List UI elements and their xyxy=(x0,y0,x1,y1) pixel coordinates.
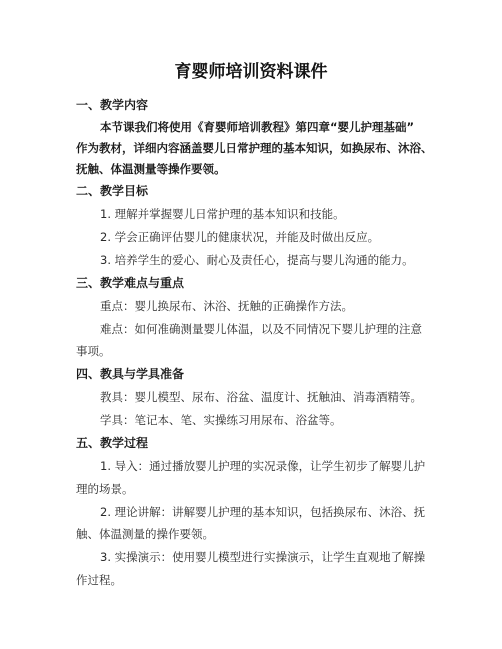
section-heading-key-points: 三、教学难点与重点 xyxy=(76,276,185,290)
paragraph-line: 本节课我们将使用《育婴师培训教程》第四章“婴儿护理基础” xyxy=(100,120,415,134)
section-heading-process: 五、教学过程 xyxy=(76,436,149,450)
paragraph-line: 事项。 xyxy=(76,344,111,358)
document-title: 育婴师培训资料课件 xyxy=(174,62,328,82)
list-item: 2. 理论讲解：讲解婴儿护理的基本知识，包括换尿布、沐浴、抚 xyxy=(100,505,426,519)
paragraph-line: 学具：笔记本、笔、实操练习用尿布、浴盆等。 xyxy=(100,413,342,427)
paragraph-line: 教具：婴儿模型、尿布、浴盆、温度计、抚触油、消毒酒精等。 xyxy=(100,390,422,404)
list-item: 2. 学会正确评估婴儿的健康状况，并能及时做出反应。 xyxy=(100,230,380,244)
paragraph-line: 难点：如何准确测量婴儿体温，以及不同情况下婴儿护理的注意 xyxy=(100,322,422,336)
section-heading-objectives: 二、教学目标 xyxy=(76,184,149,198)
list-item: 3. 培养学生的爱心、耐心及责任心，提高与婴儿沟通的能力。 xyxy=(100,253,414,267)
list-item: 3. 实操演示：使用婴儿模型进行实操演示，让学生直观地了解操 xyxy=(100,550,426,564)
list-item: 1. 理解并掌握婴儿日常护理的基本知识和技能。 xyxy=(100,207,345,221)
paragraph-line: 重点：婴儿换尿布、沐浴、抚触的正确操作方法。 xyxy=(100,299,353,313)
paragraph-line: 作为教材，详细内容涵盖婴儿日常护理的基本知识，如换尿布、沐浴、 xyxy=(76,141,433,155)
section-heading-content: 一、教学内容 xyxy=(76,98,149,112)
list-item-continuation: 作过程。 xyxy=(76,573,122,587)
list-item-continuation: 触、体温测量的操作要领。 xyxy=(76,527,214,541)
list-item: 1. 导入：通过播放婴儿护理的实况录像，让学生初步了解婴儿护 xyxy=(100,459,426,473)
list-item-continuation: 理的场景。 xyxy=(76,482,134,496)
paragraph-line: 抚触、体温测量等操作要领。 xyxy=(76,162,226,176)
section-heading-materials: 四、教具与学具准备 xyxy=(76,367,185,381)
